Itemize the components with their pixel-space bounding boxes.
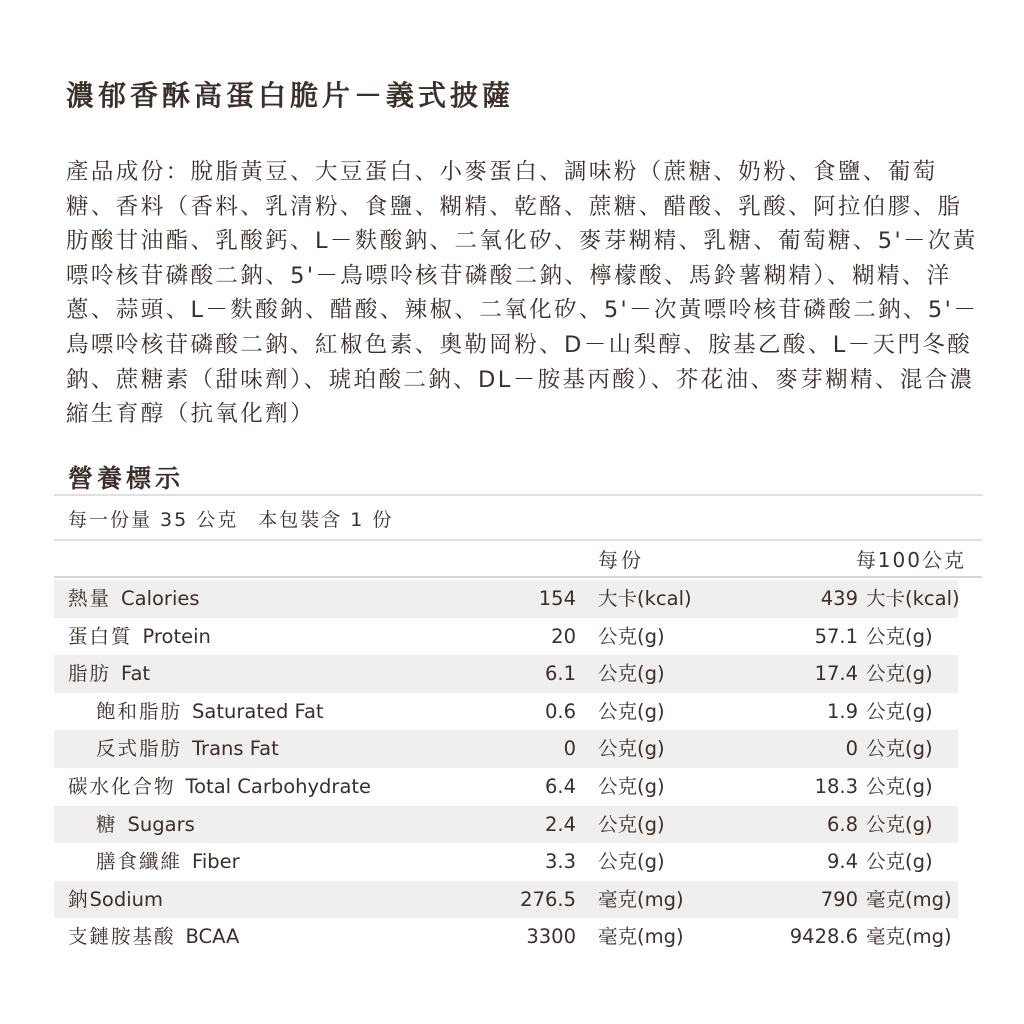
value-per-100g: 439 <box>820 587 858 610</box>
product-title: 濃郁香酥高蛋白脆片－義式披薩 <box>66 79 515 112</box>
nutrition-heading: 營養標示 <box>68 464 185 493</box>
nutrient-name-zh: 熱量 <box>68 587 112 610</box>
ingredients-list: 產品成份：脫脂黃豆、大豆蛋白、小麥蛋白、調味粉（蔗糖、奶粉、食鹽、葡萄糖、香料（香料、乳清粉、食鹽、糊精、乾酪、蔗糖、醋酸、乳酸、阿拉伯膠、脂肪酸甘油酯、乳酸鈣、L－麩酸鈉、二氧化矽、麥芽糊精、乳糖、葡萄糖、5'－次黃嘌呤核苷磷酸二鈉、5'－鳥嘌呤核苷磷酸二鈉、檸檬酸、馬鈴薯糊精）、糊精、洋蔥、蒜頭、L－麩酸鈉、醋酸、辣椒、二氧化矽、5'－次黃嘌呤核苷磷酸二鈉、5'－鳥嘌呤核苷磷酸二鈉、紅椒色素、奧勒岡粉、D－山梨醇、胺基乙酸、L－天門冬酸鈉、蔗糖素（甜味劑）、琥珀酸二鈉、DL－胺基丙酸）、芥花油、麥芽糊精、混合濃縮生育醇（抗氧化劑） <box>66 159 979 428</box>
unit-per-serving: 公克(g) <box>598 850 665 874</box>
table-row <box>54 881 958 919</box>
nutrient-name-en: Calories <box>121 587 200 610</box>
divider <box>54 539 982 541</box>
unit-per-100g: 公克(g) <box>866 774 933 798</box>
value-per-serving: 3.3 <box>544 850 576 874</box>
nutrient-label <box>68 618 211 656</box>
value-per-serving: 154 <box>538 587 576 610</box>
nutrient-label <box>68 881 163 919</box>
value-per-100g: 57.1 <box>814 624 858 648</box>
value-per-100g: 9428.6 <box>789 925 858 949</box>
nutrient-name-zh: 脂肪 <box>68 662 112 686</box>
nutrient-name-zh: 鈉 <box>68 887 90 911</box>
unit-per-100g: 公克(g) <box>866 850 933 874</box>
unit-per-serving: 毫克(mg) <box>598 925 684 949</box>
divider <box>54 494 982 496</box>
nutrient-name-zh: 反式脂肪 <box>96 737 183 761</box>
table-row <box>54 730 958 768</box>
value-per-100g: 1.9 <box>826 699 858 723</box>
value-per-100g: 18.3 <box>814 774 858 798</box>
column-header-per-100g: 每100公克 <box>855 548 966 572</box>
nutrient-name-zh: 糖 <box>96 812 118 836</box>
table-row <box>54 843 958 881</box>
nutrient-label <box>68 918 239 956</box>
table-row <box>54 768 958 806</box>
nutrient-name-zh: 飽和脂肪 <box>96 699 183 723</box>
unit-per-serving: 毫克(mg) <box>598 887 684 911</box>
unit-per-serving: 公克(g) <box>598 812 665 836</box>
value-per-serving: 20 <box>551 624 576 648</box>
unit-per-100g: 公克(g) <box>866 812 933 836</box>
table-row <box>54 580 958 618</box>
value-per-serving: 0.6 <box>544 699 576 723</box>
nutrient-name-en: Saturated Fat <box>192 699 324 723</box>
unit-per-serving: 公克(g) <box>598 624 665 648</box>
nutrient-label <box>68 768 371 806</box>
unit-per-100g: 毫克(mg) <box>866 925 952 949</box>
unit-per-serving: 公克(g) <box>598 774 665 798</box>
nutrient-label <box>96 693 324 731</box>
unit-per-100g: 大卡(kcal) <box>866 587 960 610</box>
column-header-per-serving: 每份 <box>598 548 644 572</box>
servings-per-pack: 本包裝含 1 份 <box>258 509 394 531</box>
nutrient-name-en: Fiber <box>192 850 240 874</box>
unit-per-100g: 公克(g) <box>866 624 933 648</box>
nutrient-name-en: Sugars <box>127 812 195 836</box>
nutrient-name-zh: 膳食纖維 <box>96 850 183 874</box>
nutrient-name-zh: 支鏈胺基酸 <box>68 925 176 949</box>
table-row <box>54 806 958 844</box>
nutrient-name-en: Fat <box>121 662 151 686</box>
nutrient-name-en: Total Carbohydrate <box>185 774 372 798</box>
value-per-100g: 0 <box>845 737 858 761</box>
nutrition-table <box>54 580 958 956</box>
value-per-100g: 9.4 <box>826 850 858 874</box>
nutrient-label <box>68 655 150 693</box>
unit-per-serving: 公克(g) <box>598 662 665 686</box>
value-per-serving: 2.4 <box>544 812 576 836</box>
serving-info <box>68 505 393 532</box>
divider <box>54 576 982 578</box>
value-per-100g: 790 <box>820 887 858 911</box>
unit-per-100g: 毫克(mg) <box>866 887 952 911</box>
unit-per-serving: 大卡(kcal) <box>598 587 692 610</box>
unit-per-100g: 公克(g) <box>866 662 933 686</box>
nutrient-label <box>96 843 240 881</box>
nutrient-name-en: Protein <box>142 624 211 648</box>
nutrient-name-en: Trans Fat <box>192 737 279 761</box>
unit-per-serving: 公克(g) <box>598 699 665 723</box>
value-per-100g: 17.4 <box>814 662 858 686</box>
unit-per-100g: 公克(g) <box>866 737 933 761</box>
value-per-serving: 3300 <box>526 925 576 949</box>
value-per-100g: 6.8 <box>826 812 858 836</box>
value-per-serving: 0 <box>563 737 576 761</box>
nutrient-name-en: Sodium <box>89 887 163 911</box>
nutrient-name-en: BCAA <box>185 925 240 949</box>
value-per-serving: 6.4 <box>544 774 576 798</box>
value-per-serving: 276.5 <box>520 887 576 911</box>
nutrient-label <box>68 580 200 618</box>
table-row <box>54 618 958 656</box>
serving-size: 每一份量 35 公克 <box>68 509 239 531</box>
nutrient-label <box>96 730 279 768</box>
table-row <box>54 918 958 956</box>
unit-per-serving: 公克(g) <box>598 737 665 761</box>
unit-per-100g: 公克(g) <box>866 699 933 723</box>
nutrient-name-zh: 碳水化合物 <box>68 774 176 798</box>
nutrient-label <box>96 806 195 844</box>
nutrient-name-zh: 蛋白質 <box>68 624 133 648</box>
value-per-serving: 6.1 <box>544 662 576 686</box>
table-row <box>54 655 958 693</box>
table-row <box>54 693 958 731</box>
